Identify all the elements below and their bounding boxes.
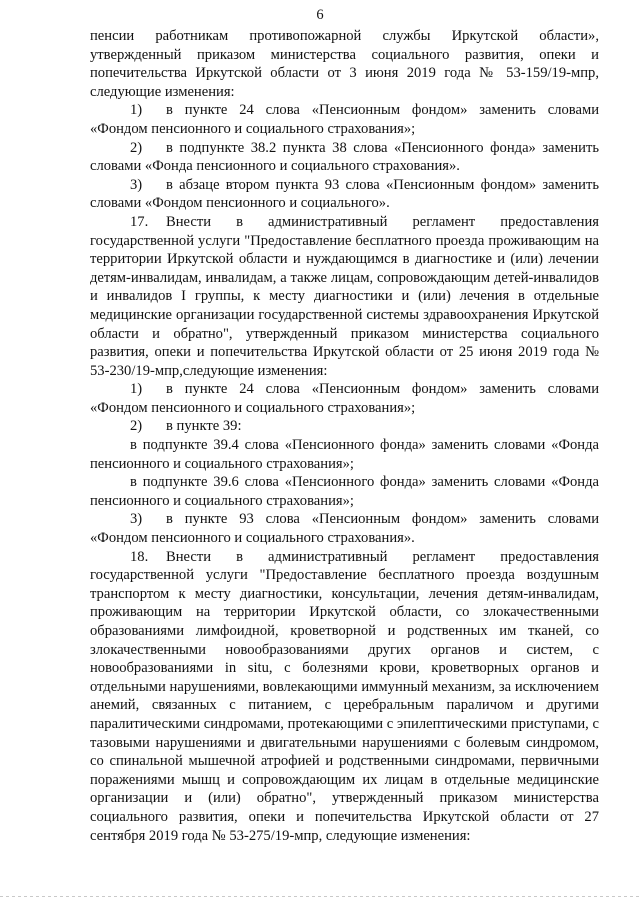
item-text: в подпункте 39.4 слова «Пенсионного фонда» заменить словами «Фонда пенсионного и социального страхования»; [90,437,599,472]
item-17-1 [90,380,599,417]
section-number: 17. [130,213,149,230]
document-body [90,27,599,845]
item-number: 1) [130,102,143,119]
section-number: 18. [130,548,149,565]
item-text: в пункте 24 слова «Пенсионным фондом» заменить словами «Фондом пенсионного и социального страхования»; [90,381,599,416]
item-17-3 [90,510,599,547]
paragraph-text: пенсии работникам противопожарной службы Иркутской области», утвержденный приказом министерства социального развития, опеки и попечительства Иркутской области от 3 июня 2019 года № 53-159/19-мпр, следующие изменения: [90,28,599,100]
item-17-2-sub-b [90,473,599,510]
item-text: в абзаце втором пункта 93 слова «Пенсионным фондом» заменить словами «Фондом пенсионного и социального». [90,176,599,212]
item-16-3 [90,176,599,213]
item-text: в пункте 39: [166,418,242,435]
item-text: в подпункте 38.2 пункта 38 слова «Пенсионного фонда» заменить словами «Фонда пенсионного и социального страхования». [90,139,599,175]
item-text: в пункте 93 слова «Пенсионным фондом» заменить словами «Фондом пенсионного и социального страхования». [90,511,599,547]
item-number: 1) [130,381,143,398]
scan-edge-line [0,896,640,897]
item-16-2 [90,139,599,176]
section-18 [90,548,599,846]
intro-paragraph [90,27,599,101]
page-number: 6 [316,7,324,23]
section-17 [90,213,599,380]
item-16-1 [90,101,599,138]
item-text: в подпункте 39.6 слова «Пенсионного фонда» заменить словами «Фонда пенсионного и социального страхования»; [90,474,599,509]
item-17-2 [90,417,599,436]
item-text: в пункте 24 слова «Пенсионным фондом» заменить словами «Фондом пенсионного и социального страхования»; [90,102,599,137]
item-17-2-sub-a [90,436,599,473]
item-number: 3) [130,511,143,528]
section-text: Внести в административный регламент предоставления государственной услуги "Предоставление бесплатного проезда проживающим на территории Иркутской области и нуждающимся в диагностике и (или) лечении детям-инвалидам, инвалидам, а также лицам, сопровождающим детей-инвалидов и инвалидов I группы, к месту диагностики и (или) лечения в отдельные медицинские организации государственной системы здравоохранения Иркутской области и обратно", утвержденный приказом министерства социального развития, опеки и попечительства Иркутской области от 25 июня 2019 года № 53-230/19-мпр,следующие изменения: [90,213,599,379]
item-number: 2) [130,418,143,435]
item-number: 3) [130,176,143,193]
section-text: Внести в административный регламент предоставления государственной услуги "Предоставление бесплатного проезда воздушным транспортом к месту диагностики, консультации, лечения детям-инвалидам, проживающим на территории Иркутской области, со злокачественными образованиями лимфоидной, кроветворной и родственных им тканей, со злокачественными новообразованиями других органов и систем, с новообразованиями in situ, с болезнями крови, кроветворных органов и отдельными нарушениями, вовлекающими иммунный механизм, за исключением анемий, связанных с питанием, с церебральным параличом и другими паралитическими синдромами, протекающими с эпилептическими приступами, с тазовыми нарушениями и двигательными нарушениями с болевым синдромом, со спинальной мышечной атрофией и родственными синдромами, первичными поражениями мышц и сопровождающим их лицам в отдельные медицинские организации и (или) обратно", утвержденный приказом министерства социального развития, опеки и попечительства Иркутской области от 27 сентября 2019 года № 53-275/19-мпр, следующие изменения: [90,548,599,844]
item-number: 2) [130,139,143,156]
